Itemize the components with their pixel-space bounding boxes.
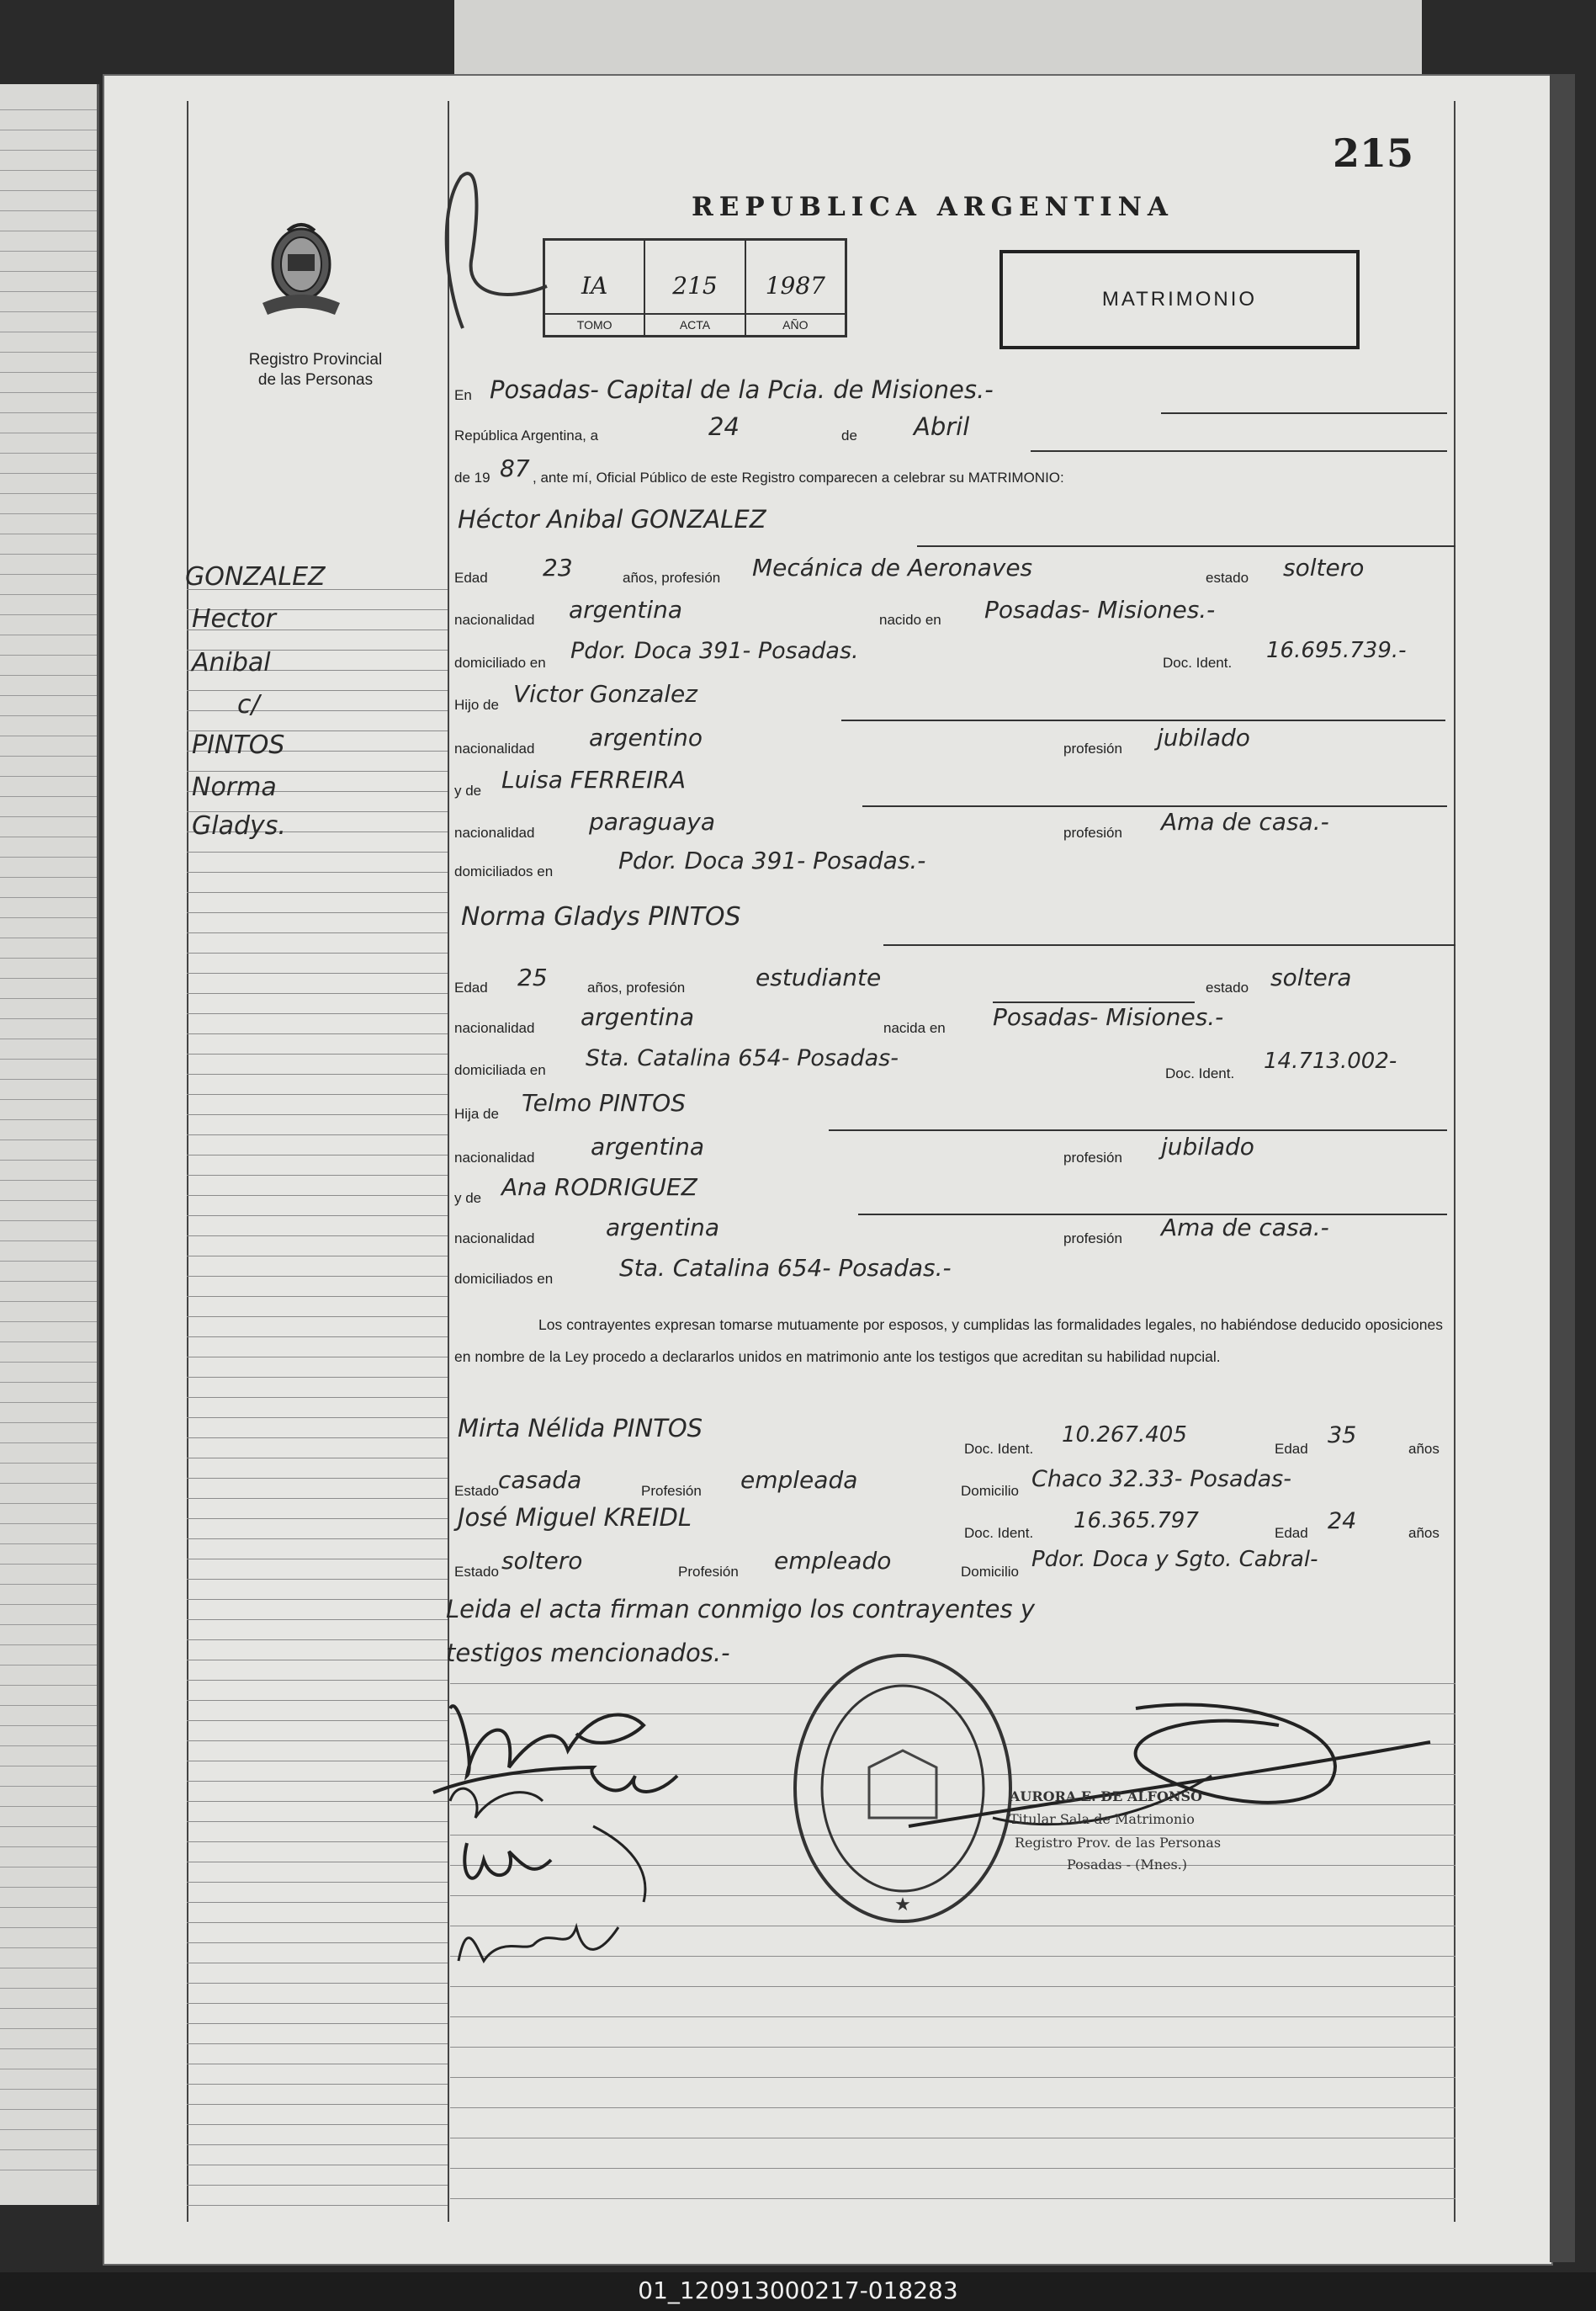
ruled-line: [187, 2185, 448, 2186]
book-binding: [1550, 74, 1575, 2262]
groom-mother: Luisa FERREIRA: [501, 766, 687, 794]
doc-label: Doc. Ident.: [1163, 655, 1233, 671]
bride-father: Telmo PINTOS: [522, 1089, 686, 1117]
ruled-line: [0, 210, 97, 211]
ruled-line: [187, 1821, 448, 1822]
ruled-line: [187, 1336, 448, 1337]
ruled-line: [187, 1033, 448, 1034]
ruled-line: [0, 1543, 97, 1544]
ruled-line: [0, 1018, 97, 1019]
year-label: AÑO: [746, 313, 845, 335]
ruled-line: [187, 1538, 448, 1539]
ruled-line: [0, 1725, 97, 1726]
ruled-line: [187, 1841, 448, 1842]
ruled-line: [0, 109, 97, 110]
image-id-caption: 01_120913000217-018283: [638, 2276, 958, 2304]
groom-father-nationality: argentino: [589, 724, 703, 752]
bride-profession: estudiante: [756, 964, 882, 991]
domicilio-label: Domicilio: [961, 1483, 1019, 1499]
estado-label: Estado: [454, 1564, 499, 1580]
ruled-line: [0, 1261, 97, 1262]
groom-mother-nationality: paraguaya: [589, 808, 716, 836]
ruled-line: [187, 1680, 448, 1681]
ruled-line: [187, 1417, 448, 1418]
ruled-line: [0, 271, 97, 272]
ruled-line: [187, 1922, 448, 1923]
estado-label: Estado: [454, 1483, 499, 1499]
office-line-1: Registro Provincial: [248, 351, 383, 369]
ruled-line: [187, 993, 448, 994]
ruled-line: [187, 1801, 448, 1802]
groom-address: Pdor. Doca 391- Posadas.: [570, 638, 859, 664]
ruled-line: [0, 2048, 97, 2049]
ruled-line: [0, 1685, 97, 1686]
ruled-line: [0, 2109, 97, 2110]
ruled-line: [0, 574, 97, 575]
ruled-line: [0, 1907, 97, 1908]
ruled-line: [187, 1296, 448, 1297]
ruled-line: [0, 150, 97, 151]
year-suffix: 87: [500, 454, 530, 482]
ruled-line: [187, 690, 448, 691]
ruled-line: [187, 2205, 448, 2206]
ruled-line: [0, 2008, 97, 2009]
blank-line: [841, 720, 1445, 721]
witness-2-status: soltero: [501, 1547, 583, 1575]
domiciliados-label: domiciliados en: [454, 863, 554, 879]
groom-birthplace: Posadas- Misiones.-: [984, 596, 1216, 624]
margin-note: Anibal: [192, 648, 271, 677]
tomo-cell: [545, 241, 644, 335]
ruled-line: [0, 978, 97, 979]
tomo-acta-year-box: [543, 238, 847, 337]
ruled-line: [450, 2016, 1455, 2017]
ruled-line: [187, 2043, 448, 2044]
ruled-line: [0, 877, 97, 878]
bride-father-profession: jubilado: [1161, 1133, 1254, 1161]
ruled-line: [0, 1160, 97, 1161]
profession-label: años, profesión: [623, 570, 721, 586]
ruled-line: [187, 2104, 448, 2105]
ruled-line: [0, 1745, 97, 1746]
ruled-line: [0, 352, 97, 353]
ruled-line: [0, 1806, 97, 1807]
ruled-line: [187, 1740, 448, 1741]
ruled-line: [0, 1624, 97, 1625]
ruled-line: [187, 1579, 448, 1580]
witness-1-address: Chaco 32.33- Posadas-: [1031, 1466, 1291, 1492]
bride-mother-profession: Ama de casa.-: [1161, 1214, 1329, 1241]
witness-2-address: Pdor. Doca y Sgto. Cabral-: [1031, 1547, 1318, 1572]
ruled-line: [0, 372, 97, 373]
ruled-line: [0, 1705, 97, 1706]
ruled-line: [187, 1599, 448, 1600]
place-value: Posadas- Capital de la Pcia. de Misiones.-: [490, 375, 994, 404]
y-de-label: y de: [454, 783, 482, 799]
ruled-line: [0, 1947, 97, 1948]
month-value: Abril: [914, 412, 970, 441]
day-value: 24: [708, 412, 740, 441]
witness-2-age: 24: [1328, 1508, 1357, 1534]
ruled-line: [0, 453, 97, 454]
nacionalidad-label: nacionalidad: [454, 825, 535, 841]
ruled-line: [0, 816, 97, 817]
acta-value: 215: [672, 271, 718, 300]
ruled-line: [0, 2028, 97, 2029]
profession-label: años, profesión: [587, 980, 686, 996]
ruled-line: [450, 2047, 1455, 2048]
ruled-line: [0, 2149, 97, 2150]
ruled-line: [187, 1114, 448, 1115]
blank-line: [829, 1129, 1447, 1131]
blank-line: [858, 1214, 1447, 1215]
year-value: 1987: [765, 271, 825, 300]
en-label: En: [454, 387, 472, 403]
groom-status: soltero: [1283, 554, 1365, 582]
edad-label: Edad: [1275, 1525, 1308, 1541]
edad-label: Edad: [1275, 1441, 1308, 1457]
witness-1-doc: 10.267.405: [1062, 1422, 1187, 1448]
ruled-line: [0, 291, 97, 292]
ruled-line: [0, 1483, 97, 1484]
ruled-line: [0, 1988, 97, 1989]
groom-age: 23: [543, 554, 573, 582]
hija-label: Hija de: [454, 1106, 499, 1122]
de-label: de: [841, 428, 857, 444]
page-behind: [454, 0, 1422, 84]
profesion-label: Profesión: [678, 1564, 739, 1580]
witness-2-name: José Miguel KREIDL: [458, 1503, 692, 1532]
ruled-line: [0, 1584, 97, 1585]
ruled-line: [187, 1377, 448, 1378]
profesion-label: profesión: [1063, 1230, 1122, 1246]
republica-label: República Argentina, a: [454, 428, 599, 444]
witness-1-status: casada: [498, 1466, 582, 1494]
ruled-line: [0, 1402, 97, 1403]
ruled-line: [0, 473, 97, 474]
ruled-line: [187, 1175, 448, 1176]
ruled-line: [187, 2023, 448, 2024]
groom-nationality: argentina: [569, 596, 683, 624]
ruled-line: [0, 392, 97, 393]
ruled-line: [187, 1781, 448, 1782]
blank-line: [883, 944, 1455, 946]
page-number: 215: [1333, 130, 1414, 176]
ruled-line: [187, 872, 448, 873]
ruled-line: [0, 1281, 97, 1282]
witness-2-profession: empleado: [774, 1547, 892, 1575]
ruled-line: [0, 1826, 97, 1827]
ruled-line: [187, 1195, 448, 1196]
ruled-line: [0, 1059, 97, 1060]
ruled-line: [0, 998, 97, 999]
acta-cell: [644, 241, 744, 335]
profesion-label: Profesión: [641, 1483, 702, 1499]
edad-label: Edad: [454, 570, 488, 586]
ruled-line: [0, 412, 97, 413]
bride-name: Norma Gladys PINTOS: [461, 902, 741, 932]
ruled-line: [187, 771, 448, 772]
profesion-label: profesión: [1063, 741, 1122, 757]
ruled-line: [450, 2077, 1455, 2078]
nacionalidad-label: nacionalidad: [454, 741, 535, 757]
ruled-line: [187, 1155, 448, 1156]
ruled-line: [187, 1013, 448, 1014]
ruled-line: [187, 1942, 448, 1943]
ruled-line: [187, 932, 448, 933]
officer-title-1: Titular Sala de Matrimonio: [1010, 1811, 1195, 1827]
ruled-line: [187, 953, 448, 954]
nacionalidad-label: nacionalidad: [454, 1150, 535, 1166]
bride-mother-nationality: argentina: [606, 1214, 720, 1241]
ruled-line: [0, 1665, 97, 1666]
year-prefix: de 19: [454, 470, 490, 486]
anos-label: años: [1408, 1441, 1440, 1457]
bride-birthplace: Posadas- Misiones.-: [993, 1003, 1224, 1031]
ruled-line: [187, 1094, 448, 1095]
nacida-label: nacida en: [883, 1020, 946, 1036]
ruled-line: [0, 513, 97, 514]
doc-label: Doc. Ident.: [1165, 1065, 1235, 1081]
domicilio-label: domiciliado en: [454, 655, 546, 671]
nacido-label: nacido en: [879, 612, 941, 628]
ruled-line: [187, 1720, 448, 1721]
ruled-line: [0, 190, 97, 191]
edad-label: Edad: [454, 980, 488, 996]
ruled-line: [0, 311, 97, 312]
ruled-line: [187, 1215, 448, 1216]
nacionalidad-label: nacionalidad: [454, 612, 535, 628]
margin-flourish: [437, 160, 555, 337]
ruled-line: [0, 2089, 97, 2090]
ruled-line: [187, 2144, 448, 2145]
ruled-line: [0, 796, 97, 797]
ruled-line: [187, 1619, 448, 1620]
margin-note: PINTOS: [192, 730, 285, 760]
ruled-line: [0, 715, 97, 716]
margin-note: Norma: [192, 773, 277, 802]
hijo-label: Hijo de: [454, 697, 499, 713]
ruled-line: [0, 2129, 97, 2130]
blank-line: [917, 545, 1455, 547]
nacionalidad-label: nacionalidad: [454, 1020, 535, 1036]
anos-label: años: [1408, 1525, 1440, 1541]
ruled-line: [0, 675, 97, 676]
profesion-label: profesión: [1063, 825, 1122, 841]
ruled-line: [0, 1382, 97, 1383]
groom-name: Héctor Anibal GONZALEZ: [458, 505, 766, 534]
ruled-line: [0, 1927, 97, 1928]
doc-label: Doc. Ident.: [964, 1525, 1034, 1541]
bride-mother: Ana RODRIGUEZ: [501, 1173, 697, 1201]
domicilio-label: Domicilio: [961, 1564, 1019, 1580]
ruled-line: [187, 892, 448, 893]
witness-2-doc: 16.365.797: [1074, 1508, 1199, 1533]
ruled-line: [187, 2084, 448, 2085]
ruled-line: [0, 1180, 97, 1181]
domicilio-label: domiciliada en: [454, 1062, 546, 1078]
y-de-label: y de: [454, 1190, 482, 1206]
ruled-line: [0, 614, 97, 615]
closing-line-2: testigos mencionados.-: [446, 1639, 730, 1667]
groom-profession: Mecánica de Aeronaves: [752, 554, 1033, 582]
margin-rule-right: [1454, 101, 1455, 2222]
ruled-line: [0, 695, 97, 696]
ruled-line: [0, 897, 97, 898]
groom-doc: 16.695.739.-: [1266, 638, 1407, 663]
ruled-line: [0, 594, 97, 595]
bride-nationality: argentina: [581, 1003, 695, 1031]
officer-title-2: Registro Prov. de las Personas: [1015, 1835, 1222, 1851]
ruled-line: [187, 1437, 448, 1438]
groom-mother-profession: Ama de casa.-: [1161, 808, 1329, 836]
estado-label: estado: [1206, 570, 1249, 586]
margin-rule-left: [187, 101, 188, 2222]
ruled-line: [0, 1200, 97, 1201]
acta-label: ACTA: [645, 313, 744, 335]
ruled-line: [187, 1235, 448, 1236]
doc-label: Doc. Ident.: [964, 1441, 1034, 1457]
ruled-line: [0, 1887, 97, 1888]
ruled-line: [0, 1786, 97, 1787]
ruled-line: [187, 973, 448, 974]
margin-note: Gladys.: [192, 811, 286, 841]
ruled-line: [187, 710, 448, 711]
ruled-line: [0, 958, 97, 959]
ruled-line: [450, 2168, 1455, 2169]
ruled-line: [187, 1983, 448, 1984]
bride-parents-address: Sta. Catalina 654- Posadas.-: [619, 1254, 952, 1282]
ruled-line: [0, 1463, 97, 1464]
ruled-line: [187, 1700, 448, 1701]
ruled-line: [0, 857, 97, 858]
previous-page-edge: [0, 84, 99, 2205]
ruled-line: [187, 1397, 448, 1398]
ruled-line: [187, 2124, 448, 2125]
margin-note: Hector: [192, 604, 276, 634]
tomo-value: IA: [581, 271, 608, 300]
ruled-line: [187, 1902, 448, 1903]
ruled-line: [0, 1099, 97, 1100]
ruled-line: [0, 1321, 97, 1322]
bride-doc: 14.713.002-: [1264, 1049, 1397, 1074]
ruled-line: [0, 917, 97, 918]
margin-note: c/: [237, 690, 260, 720]
blank-line: [862, 805, 1447, 807]
ruled-line: [0, 1301, 97, 1302]
statement: , ante mí, Oficial Público de este Registro comparecen a celebrar su MATRIMONIO:: [533, 470, 1064, 486]
year-cell: [745, 241, 845, 335]
ruled-line: [0, 756, 97, 757]
groom-parents-address: Pdor. Doca 391- Posadas.-: [618, 847, 926, 874]
ruled-line: [187, 1518, 448, 1519]
ruled-line: [187, 1276, 448, 1277]
ruled-line: [187, 1316, 448, 1317]
officer-name: AURORA E. DE ALFONSO: [1010, 1788, 1202, 1804]
witness-1-age: 35: [1328, 1422, 1357, 1448]
groom-father: Victor Gonzalez: [513, 680, 697, 708]
signatures: [425, 1675, 778, 1995]
office-line-2: de las Personas: [257, 371, 374, 389]
estado-label: estado: [1206, 980, 1249, 996]
bride-address: Sta. Catalina 654- Posadas-: [586, 1045, 899, 1071]
ruled-line: [0, 1341, 97, 1342]
witness-1-name: Mirta Nélida PINTOS: [458, 1414, 703, 1442]
ruled-line: [0, 493, 97, 494]
ruled-line: [0, 1362, 97, 1363]
ruled-line: [0, 1079, 97, 1080]
ruled-line: [0, 655, 97, 656]
ruled-line: [0, 1523, 97, 1524]
officer-title-3: Posadas - (Mnes.): [1067, 1857, 1188, 1873]
ruled-line: [187, 1498, 448, 1499]
groom-father-profession: jubilado: [1157, 724, 1250, 752]
ruled-line: [187, 2003, 448, 2004]
coat-of-arms-icon: [254, 219, 348, 321]
blank-line: [1031, 450, 1447, 452]
ruled-line: [0, 1846, 97, 1847]
ruled-line: [187, 1074, 448, 1075]
document-title: REPUBLICA ARGENTINA: [692, 192, 1174, 222]
ruled-line: [187, 1054, 448, 1055]
issuing-office: [210, 350, 421, 390]
bride-status: soltera: [1270, 964, 1352, 991]
ruled-line: [0, 1442, 97, 1443]
nacionalidad-label: nacionalidad: [454, 1230, 535, 1246]
ruled-line: [187, 912, 448, 913]
ruled-line: [187, 1134, 448, 1135]
witness-1-profession: empleada: [740, 1466, 858, 1494]
domiciliados-label: domiciliados en: [454, 1271, 554, 1287]
act-type-box: MATRIMONIO: [999, 250, 1360, 349]
bride-age: 25: [517, 964, 548, 991]
bride-father-nationality: argentina: [591, 1133, 705, 1161]
svg-text:★: ★: [894, 1894, 911, 1915]
ruled-line: [0, 251, 97, 252]
ruled-line: [0, 1564, 97, 1565]
profesion-label: profesión: [1063, 1150, 1122, 1166]
ruled-line: [187, 1478, 448, 1479]
ruled-line: [450, 2198, 1455, 2199]
ruled-line: [187, 1639, 448, 1640]
ruled-line: [450, 2107, 1455, 2108]
ruled-line: [0, 170, 97, 171]
blank-line: [1161, 412, 1447, 414]
ruled-line: [0, 1503, 97, 1504]
ruled-line: [187, 852, 448, 853]
ruled-line: [0, 1644, 97, 1645]
tomo-label: TOMO: [545, 313, 644, 335]
margin-note: GONZALEZ: [185, 562, 326, 592]
ruled-line: [0, 1220, 97, 1221]
declaration-text: Los contrayentes expresan tomarse mutuamente por esposos, y cumplidas las formalidades legales, no habiéndose deducido oposiciones en nombre de la Ley procedo a declararlos unidos en matrimonio ante los testigos que acreditan su habilidad nupcial.: [454, 1316, 1443, 1365]
closing-line-1: Leida el acta firman conmigo los contrayentes y: [446, 1595, 1036, 1623]
ruled-line: [0, 1119, 97, 1120]
ruled-line: [0, 776, 97, 777]
ruled-line: [0, 1604, 97, 1605]
ruled-line: [0, 554, 97, 555]
ruled-line: [187, 1882, 448, 1883]
ruled-line: [0, 1422, 97, 1423]
